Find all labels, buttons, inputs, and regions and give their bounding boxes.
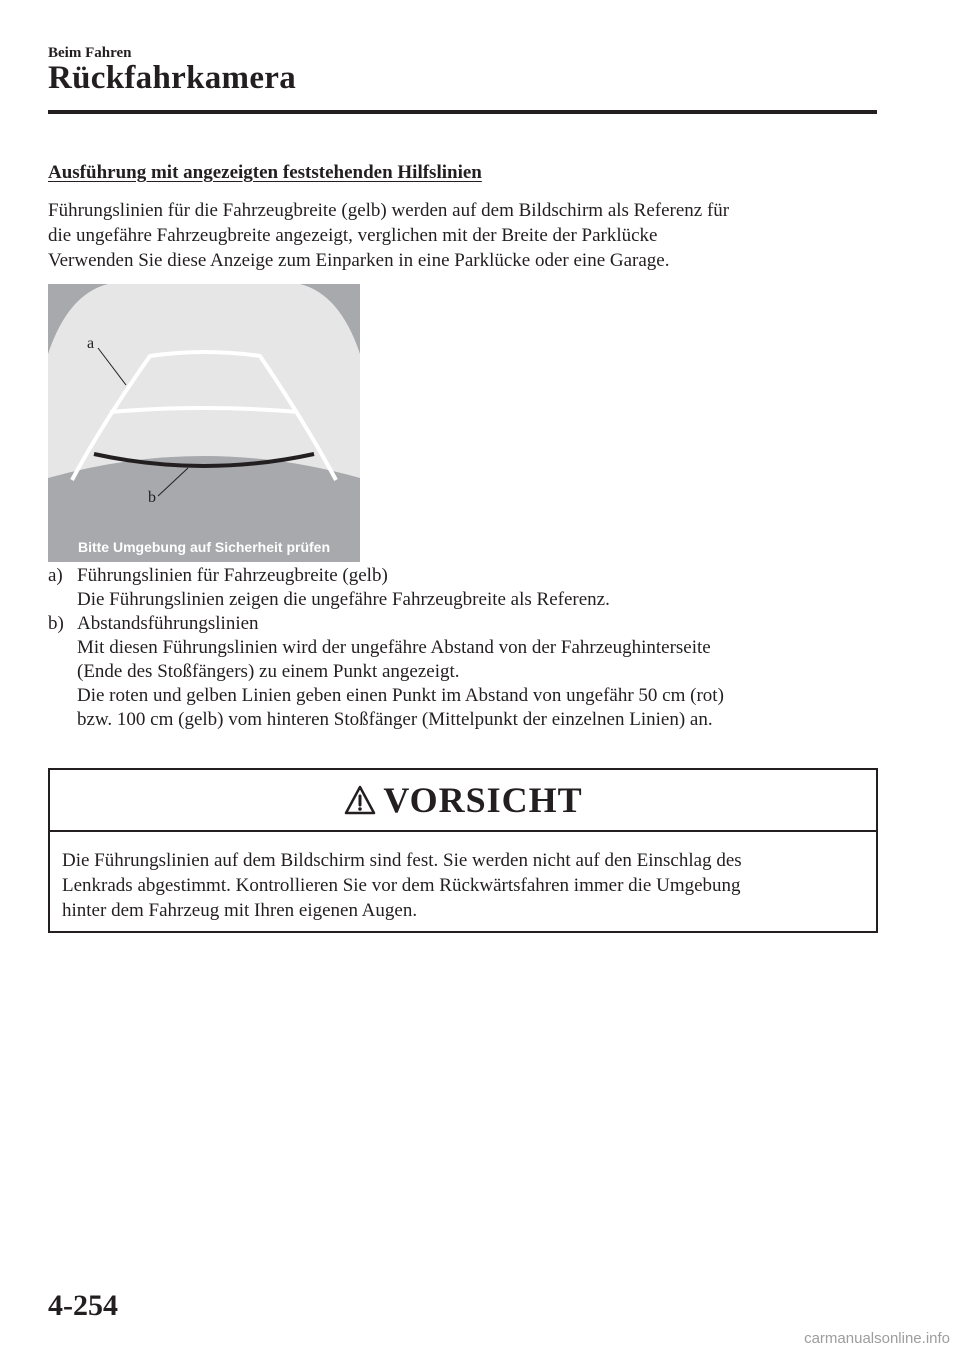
intro-line: Führungslinien für die Fahrzeugbreite (gelb) werden auf dem Bildschirm als Referenz für bbox=[48, 200, 730, 221]
warning-triangle-icon bbox=[343, 784, 377, 816]
legend-title: Führungslinien für Fahrzeugbreite (gelb) bbox=[77, 565, 388, 586]
intro-line: Verwenden Sie diese Anzeige zum Einparken in eine Parklücke oder eine Garage. bbox=[48, 250, 670, 271]
caution-title: VORSICHT bbox=[383, 780, 583, 820]
callout-label-b: b bbox=[148, 489, 156, 506]
caution-header bbox=[50, 770, 876, 832]
intro-paragraph bbox=[48, 198, 878, 273]
legend-description: bzw. 100 cm (gelb) vom hinteren Stoßfänger (Mittelpunkt der einzelnen Linien) an. bbox=[77, 709, 713, 730]
legend-description: Die Führungslinien zeigen die ungefähre Fahrzeugbreite als Referenz. bbox=[77, 589, 610, 610]
legend-description: (Ende des Stoßfängers) zu einem Punkt angezeigt. bbox=[77, 661, 460, 682]
section-label: Beim Fahren bbox=[48, 45, 132, 61]
caution-text bbox=[50, 832, 876, 923]
screen-safety-message: Bitte Umgebung auf Sicherheit prüfen bbox=[77, 539, 331, 555]
legend-item-b bbox=[48, 612, 878, 732]
watermark: carmanualsonline.info bbox=[804, 1330, 950, 1347]
rear-camera-figure bbox=[48, 284, 360, 562]
legend-marker: a) bbox=[48, 565, 63, 586]
legend-description: Mit diesen Führungslinien wird der ungefähre Abstand von der Fahrzeughinterseite bbox=[77, 637, 711, 658]
title-divider bbox=[48, 110, 877, 114]
caution-line: Lenkrads abgestimmt. Kontrollieren Sie vor dem Rückwärtsfahren immer die Umgebung bbox=[62, 875, 741, 896]
intro-line: die ungefähre Fahrzeugbreite angezeigt, verglichen mit der Breite der Parklücke bbox=[48, 225, 658, 246]
page-title: Rückfahrkamera bbox=[48, 60, 297, 96]
caution-line: Die Führungslinien auf dem Bildschirm sind fest. Sie werden nicht auf den Einschlag des bbox=[62, 850, 742, 871]
legend-marker: b) bbox=[48, 613, 64, 634]
caution-box bbox=[48, 768, 878, 933]
legend-item-a bbox=[48, 564, 878, 612]
subheading: Ausführung mit angezeigten feststehenden Hilfslinien bbox=[48, 162, 482, 183]
legend-title: Abstandsführungslinien bbox=[77, 613, 259, 634]
legend-description: Die roten und gelben Linien geben einen Punkt im Abstand von ungefähr 50 cm (rot) bbox=[77, 685, 724, 706]
camera-view-area bbox=[48, 284, 360, 478]
caution-line: hinter dem Fahrzeug mit Ihren eigenen Augen. bbox=[62, 900, 418, 921]
page-number: 4-254 bbox=[48, 1289, 118, 1322]
callout-label-a: a bbox=[87, 335, 95, 352]
figure-legend bbox=[48, 564, 878, 732]
